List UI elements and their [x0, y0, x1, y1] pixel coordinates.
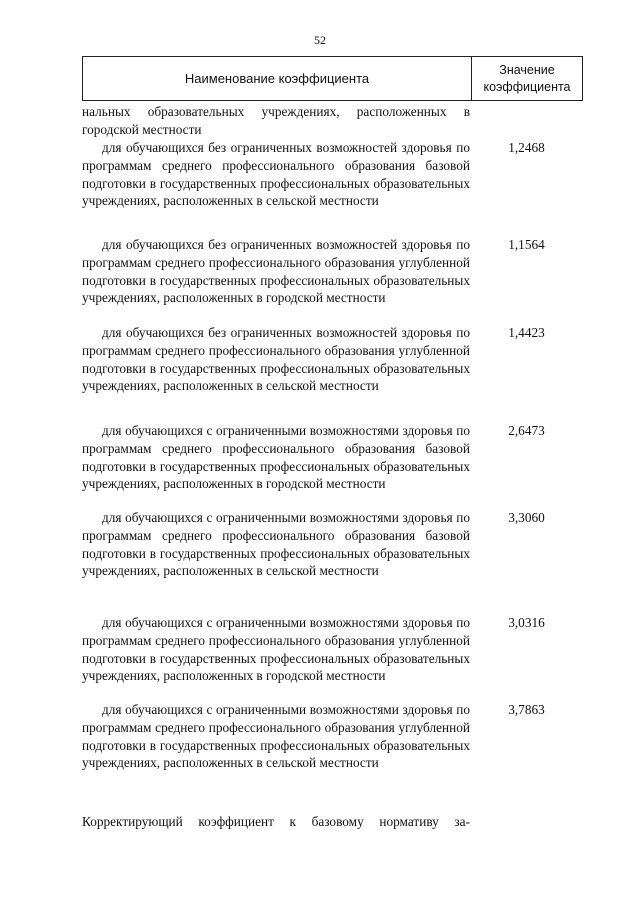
coefficient-description: для обучающихся с ограниченными возможностями здоровья по программам среднего профессионального образования углубленной подготовки в государственных профессиональных образовательных учреждениях, расположенных в городской местности — [82, 615, 470, 684]
coefficient-description: для обучающихся без ограниченных возможностей здоровья по программам среднего профессионального образования углубленной подготовки в государственных профессиональных образовательных учреждениях, расположенных в городской местности — [82, 237, 470, 306]
coefficient-description: для обучающихся с ограниченными возможностями здоровья по программам среднего профессионального образования базовой подготовки в государственных профессиональных образовательных учреждениях, расположенных в сельской местности — [82, 510, 470, 579]
coefficient-value: 1,1564 — [508, 237, 545, 252]
coefficient-description: для обучающихся без ограниченных возможностей здоровья по программам среднего профессионального образования базовой подготовки в государственных профессиональных образовательных учреждениях, расположенных в сельской местности — [82, 140, 470, 209]
coefficient-value: 1,2468 — [508, 140, 545, 155]
continuation-text: нальных образовательных учреждениях, расположенных в городской местности — [82, 104, 470, 137]
coefficient-description: для обучающихся без ограниченных возможностей здоровья по программам среднего профессионального образования углубленной подготовки в государственных профессиональных образовательных учреждениях, расположенных в сельской местности — [82, 325, 470, 394]
page-number: 52 — [314, 33, 326, 47]
table-header — [82, 56, 583, 101]
footer-paragraph: Корректирующий коэффициент к базовому нормативу за- — [82, 814, 470, 829]
coefficient-value: 2,6473 — [508, 423, 545, 438]
coefficient-value: 3,0316 — [508, 615, 545, 630]
column-header-value: Значение коэффициента — [483, 62, 571, 94]
coefficient-value: 3,3060 — [508, 510, 545, 525]
coefficient-description: для обучающихся с ограниченными возможностями здоровья по программам среднего профессионального образования базовой подготовки в государственных профессиональных образовательных учреждениях, расположенных в городской местности — [82, 423, 470, 492]
coefficient-value: 1,4423 — [508, 325, 545, 340]
coefficient-description: для обучающихся с ограниченными возможностями здоровья по программам среднего профессионального образования углубленной подготовки в государственных профессиональных образовательных учреждениях, расположенных в сельской местности — [82, 702, 470, 771]
column-header-name: Наименование коэффициента — [184, 71, 370, 86]
coefficient-value: 3,7863 — [508, 702, 545, 717]
